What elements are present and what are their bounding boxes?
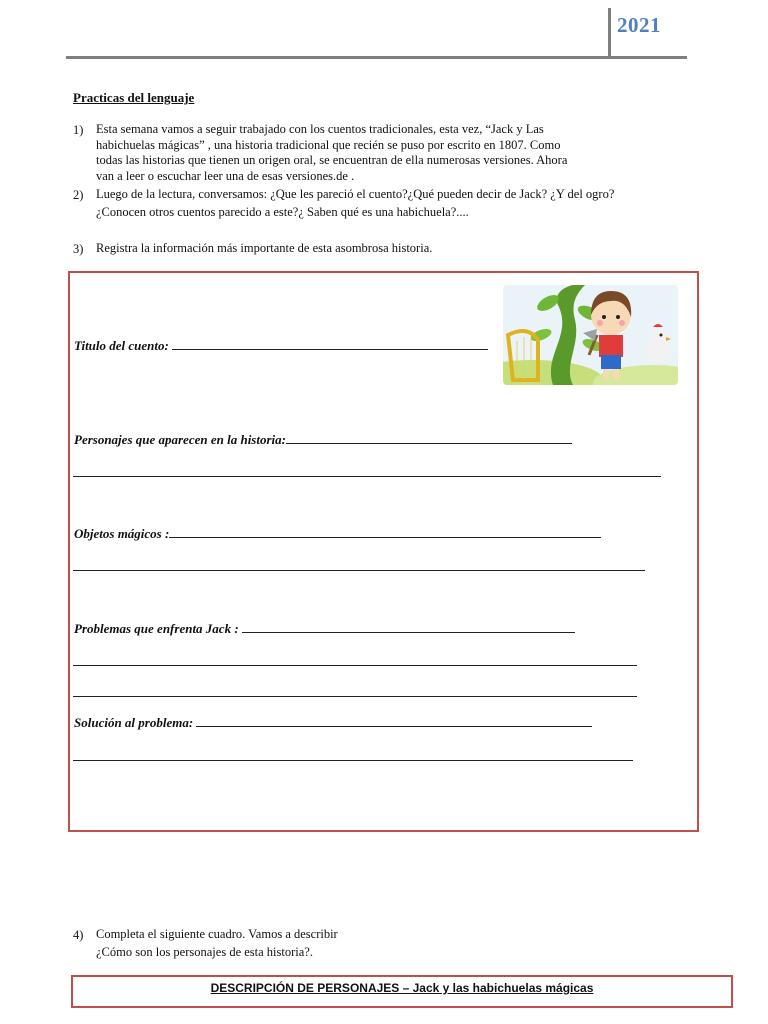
personajes-label: Personajes que aparecen en la historia: xyxy=(74,432,286,447)
jack-beanstalk-illustration xyxy=(503,285,678,385)
problemas-field[interactable] xyxy=(74,620,575,637)
solucion-extra-line[interactable] xyxy=(73,760,633,761)
titulo-field[interactable] xyxy=(74,337,488,354)
item-4-line-2: ¿Cómo son los personajes de esta historia?. xyxy=(96,945,313,959)
solucion-label: Solución al problema: xyxy=(74,715,197,730)
character-description-table xyxy=(71,975,733,1008)
objetos-field[interactable] xyxy=(74,525,601,542)
item-2-number: 2) xyxy=(73,188,84,202)
objetos-extra-line[interactable] xyxy=(73,570,645,571)
header-divider-vertical xyxy=(608,8,611,58)
objetos-label: Objetos mágicos : xyxy=(74,526,170,541)
item-1-line-2: habichuelas mágicas” , una historia tradicional que recién se puso por escrito en 1807. Como xyxy=(96,138,561,152)
personajes-line[interactable] xyxy=(286,431,572,444)
problemas-line[interactable] xyxy=(242,620,575,633)
item-4-line-1: Completa el siguiente cuadro. Vamos a describir xyxy=(96,927,338,941)
item-1-number: 1) xyxy=(73,123,84,137)
item-1-line-3: todas las historias que tienen un origen oral, se encuentran de ella numerosas versiones. Ahora xyxy=(96,153,568,167)
solucion-field[interactable] xyxy=(74,714,592,731)
solucion-line[interactable] xyxy=(196,714,592,727)
item-4-number: 4) xyxy=(73,928,84,942)
personajes-extra-line[interactable] xyxy=(73,476,661,477)
problemas-label: Problemas que enfrenta Jack : xyxy=(74,621,242,636)
header-year: 2021 xyxy=(617,13,661,37)
item-2-line-1: Luego de la lectura, conversamos: ¿Que les pareció el cuento?¿Qué pueden decir de Jack? ¿Y del ogro? xyxy=(96,187,615,201)
item-1-line-1: Esta semana vamos a seguir trabajado con los cuentos tradicionales, esta vez, “Jack y Las xyxy=(96,122,544,136)
item-1-line-4: van a leer o escuchar leer una de esas versiones.de . xyxy=(96,169,355,183)
problemas-extra-line-1[interactable] xyxy=(73,665,637,666)
problemas-extra-line-2[interactable] xyxy=(73,696,637,697)
header-divider xyxy=(66,56,687,59)
item-3-line-1: Registra la información más importante de esta asombrosa historia. xyxy=(96,241,433,255)
personajes-field[interactable] xyxy=(74,431,572,448)
item-2-line-2: ¿Conocen otros cuentos parecido a este?¿ Saben qué es una habichuela?.... xyxy=(96,205,469,219)
section-title: Practicas del lenguaje xyxy=(73,90,195,105)
item-3-number: 3) xyxy=(73,242,84,256)
titulo-line[interactable] xyxy=(172,337,488,350)
table-title: DESCRIPCIÓN DE PERSONAJES – Jack y las habichuelas mágicas xyxy=(210,981,594,995)
titulo-label: Titulo del cuento: xyxy=(74,338,173,353)
objetos-line[interactable] xyxy=(169,525,601,538)
